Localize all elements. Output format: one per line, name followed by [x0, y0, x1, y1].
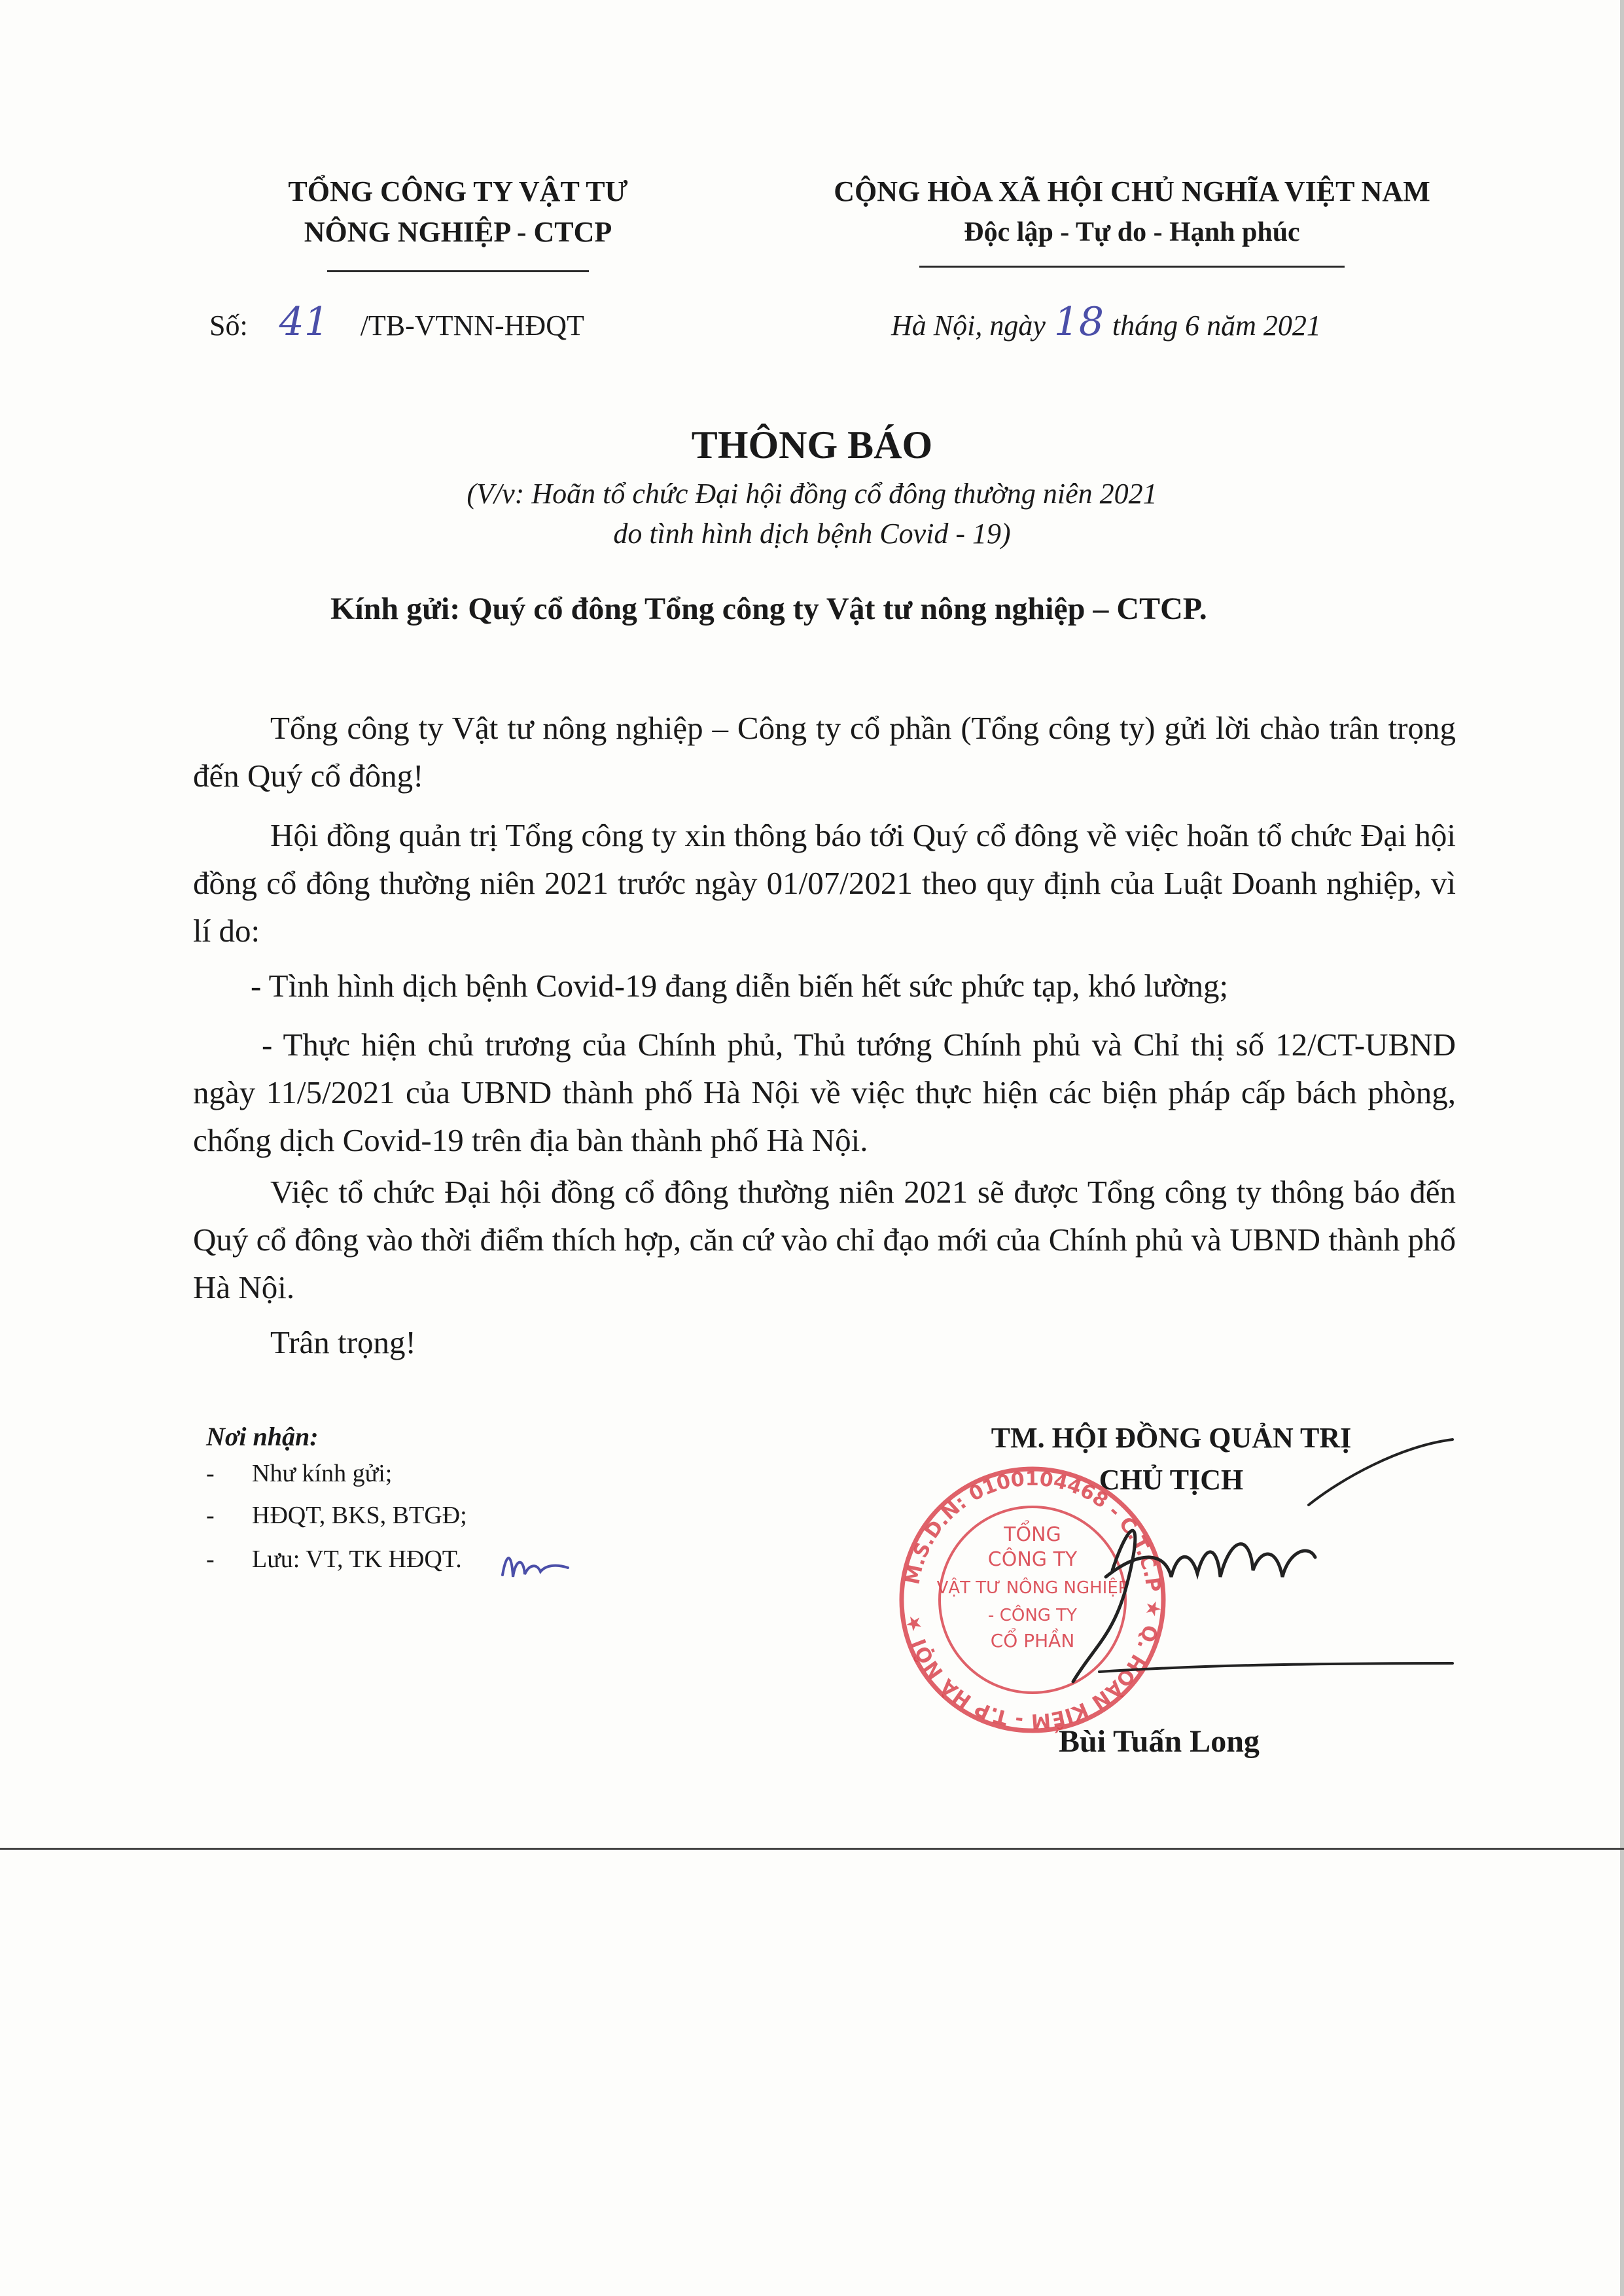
date-prefix: Hà Nội, ngày: [891, 309, 1046, 342]
recipient-item-text: Lưu: VT, TK HĐQT.: [252, 1545, 462, 1573]
notice-subject: [289, 474, 1335, 554]
seal-center-line5: CỔ PHẦN: [990, 1630, 1075, 1651]
recipient-item-text: Như kính gửi;: [252, 1460, 393, 1487]
reason-item-text: - Thực hiện chủ trương của Chính phủ, Thủ tướng Chính phủ và Chỉ thị số 12/CT-UBND ngày 11/5/2021 của UBND thành phố Hà Nội về việc thực hiện các biện pháp cấp bách phòng, chống dịch Covid-19 trên địa bàn thành phố Hà Nội.: [193, 1027, 1456, 1158]
org-name: [196, 171, 720, 253]
paragraph-announcement: [193, 811, 1456, 955]
national-title: [766, 171, 1498, 253]
org-name-line1: TỔNG CÔNG TY VẬT TƯ: [288, 175, 628, 207]
seal-center-line4: - CÔNG TY: [988, 1606, 1077, 1625]
reason-item-text: - Tình hình dịch bệnh Covid-19 đang diễn biến hết sức phức tạp, khó lường;: [251, 968, 1229, 1004]
paragraph-announcement-text: Hội đồng quản trị Tổng công ty xin thông báo tới Quý cổ đông về việc hoãn tổ chức Đại hội đồng cổ đông thường niên 2021 trước ngày 01/07/2021 theo quy định của Luật Doanh nghiệp, vì lí do:: [193, 817, 1456, 949]
national-motto: Độc lập - Tự do - Hạnh phúc: [964, 217, 1300, 247]
doc-no-label: Số:: [209, 309, 248, 342]
recipient-item-text: HĐQT, BKS, BTGĐ;: [252, 1502, 467, 1529]
national-underline: [919, 266, 1345, 268]
paragraph-greeting-text: Tổng công ty Vật tư nông nghiệp – Công ty cổ phần (Tổng công ty) gửi lời chào trân trọng đến Quý cổ đông!: [193, 710, 1456, 794]
notice-title: THÔNG BÁO: [691, 423, 933, 467]
national-title-line1: CỘNG HÒA XÃ HỘI CHỦ NGHĨA VIỆT NAM: [834, 175, 1430, 207]
notice-subject-line1: (V/v: Hoãn tổ chức Đại hội đồng cổ đông thường niên 2021: [467, 478, 1157, 510]
document-number: [209, 299, 584, 345]
org-underline: [327, 270, 589, 272]
reason-item: [193, 962, 1456, 1010]
signature-role-line1: TM. HỘI ĐỒNG QUẢN TRỊ: [991, 1422, 1352, 1454]
seal-ring-text: M.S.D.N: 0100104468 - C.T.C.P ★ Q. HOÀN KIẾM - T.P HÀ NỘI ★: [901, 1467, 1165, 1733]
paragraph-followup: [193, 1168, 1456, 1311]
doc-no-handwritten: 41: [279, 299, 329, 345]
signatory-name: Bùi Tuấn Long: [1059, 1724, 1260, 1759]
doc-no-suffix: /TB-VTNN-HĐQT: [360, 309, 584, 342]
notice-subject-line2: do tình hình dịch bệnh Covid - 19): [613, 518, 1011, 550]
seal-center-line1: TỔNG: [1004, 1523, 1061, 1546]
handwritten-signature: [1034, 1420, 1479, 1695]
paragraph-greeting: [193, 704, 1456, 800]
seal-center-line3: VẬT TƯ NÔNG NGHIỆP: [936, 1578, 1129, 1598]
org-name-line2: NÔNG NGHIỆP - CTCP: [304, 216, 612, 248]
date-suffix: tháng 6 năm 2021: [1112, 309, 1321, 342]
addressee: Kính gửi: Quý cổ đông Tổng công ty Vật tư nông nghiệp – CTCP.: [330, 592, 1207, 626]
date-day-handwritten: 18: [1053, 299, 1104, 345]
signature-role-line2: CHỦ TỊCH: [1099, 1464, 1244, 1496]
recipient-item: - HĐQT, BKS, BTGĐ;: [206, 1502, 467, 1529]
recipient-item: - Như kính gửi;: [206, 1460, 393, 1487]
recipient-item: - Lưu: VT, TK HĐQT.: [206, 1545, 462, 1573]
paragraph-followup-text: Việc tổ chức Đại hội đồng cổ đông thường niên 2021 sẽ được Tổng công ty thông báo đến Quý cổ đông vào thời điểm thích hợp, căn cứ vào chỉ đạo mới của Chính phủ và UBND thành phố Hà Nội.: [193, 1174, 1456, 1305]
closing: [193, 1318, 1456, 1366]
initials-scribble: [497, 1545, 582, 1591]
scan-bottom-line: [0, 1848, 1624, 1850]
scan-edge: [1620, 0, 1624, 2296]
reason-item: [193, 1021, 1456, 1164]
document-date: [891, 299, 1321, 345]
seal-center-line2: CÔNG TY: [987, 1548, 1078, 1571]
recipients-heading: Nơi nhận:: [206, 1422, 319, 1451]
closing-text: Trân trọng!: [270, 1324, 416, 1360]
